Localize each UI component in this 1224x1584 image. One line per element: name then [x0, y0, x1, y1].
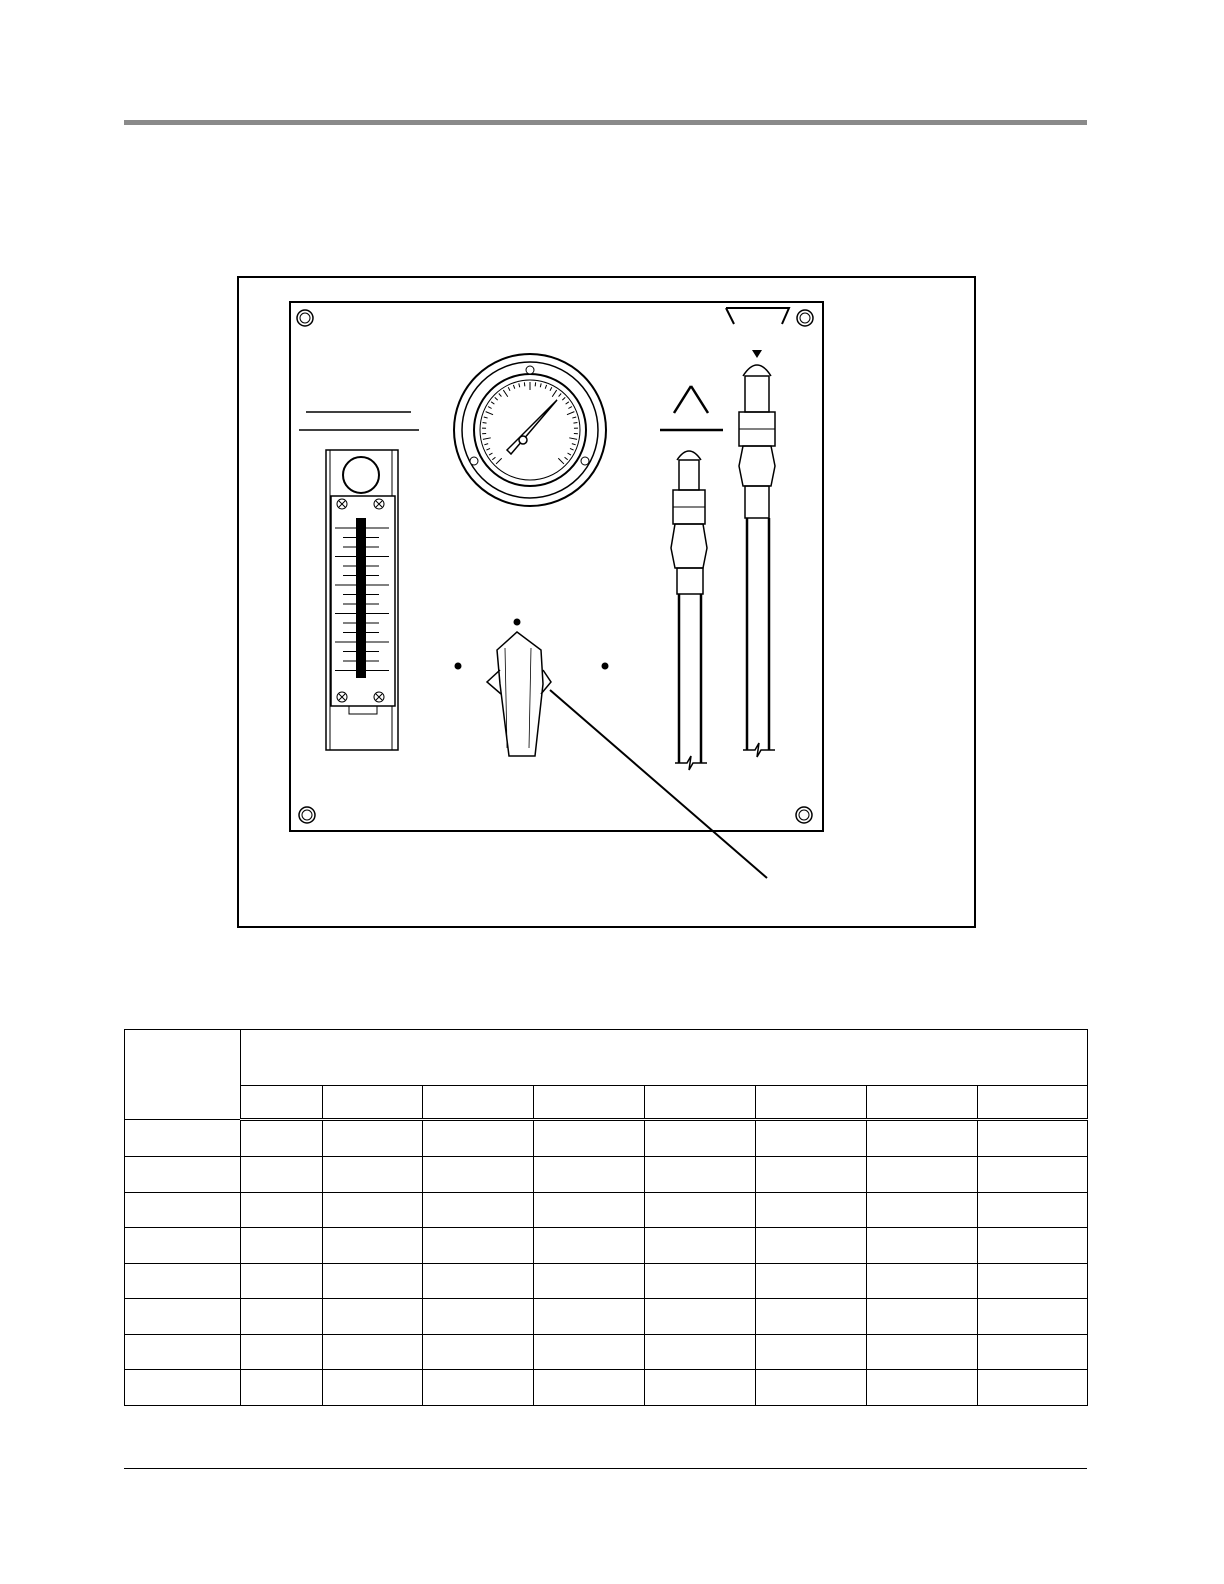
table-cell: [423, 1299, 534, 1335]
table-cell: [867, 1120, 978, 1157]
table-cell: [534, 1334, 645, 1370]
table-cell: [756, 1263, 867, 1299]
table-cell: [867, 1263, 978, 1299]
table-row: [125, 1263, 1088, 1299]
table-cell: [756, 1334, 867, 1370]
table-cell: [323, 1263, 423, 1299]
table-cell: [756, 1370, 867, 1406]
table-cell: [423, 1192, 534, 1228]
table-cell: [423, 1370, 534, 1406]
table-cell: [241, 1228, 323, 1264]
table-cell: [125, 1228, 241, 1264]
table-column-header: [756, 1085, 867, 1120]
gauge-needle: [507, 400, 557, 454]
table-cell: [978, 1334, 1088, 1370]
table-cell: [241, 1299, 323, 1335]
table-cell: [534, 1228, 645, 1264]
table-cell: [534, 1370, 645, 1406]
table-cell: [534, 1157, 645, 1193]
table-row: [125, 1157, 1088, 1193]
caution-triangle-icon: [660, 386, 723, 430]
table-cell: [534, 1299, 645, 1335]
table-column-header: [978, 1085, 1088, 1120]
table-cell: [867, 1192, 978, 1228]
table-cell: [241, 1157, 323, 1193]
figure-frame: [237, 276, 976, 928]
corner-screw-top-left: [297, 310, 313, 326]
table-row: [125, 1370, 1088, 1406]
corner-screw-top-right: [797, 310, 813, 326]
table-cell: [645, 1192, 756, 1228]
position-dot-left: [455, 663, 462, 670]
hose-left: [671, 451, 707, 770]
table-cell: [867, 1228, 978, 1264]
table-cell: [645, 1263, 756, 1299]
table-cell: [867, 1334, 978, 1370]
table-row: [125, 1334, 1088, 1370]
table-cell: [241, 1120, 323, 1157]
table-cell: [645, 1334, 756, 1370]
table-cell: [756, 1228, 867, 1264]
position-dot-center: [514, 619, 521, 626]
table-cell: [645, 1299, 756, 1335]
table-cell: [423, 1120, 534, 1157]
table-cell: [534, 1120, 645, 1157]
table-cell: [534, 1263, 645, 1299]
table-corner-header: [125, 1030, 241, 1120]
table-row: [125, 1120, 1088, 1157]
footer-rule: [124, 1468, 1087, 1469]
table-cell: [423, 1157, 534, 1193]
table-row: [125, 1299, 1088, 1335]
table-column-header: [241, 1085, 323, 1120]
table-cell: [125, 1370, 241, 1406]
callout-leader-line: [550, 690, 767, 878]
table-cell: [867, 1370, 978, 1406]
table-cell: [125, 1334, 241, 1370]
table-cell: [241, 1334, 323, 1370]
table-cell: [125, 1263, 241, 1299]
table-cell: [756, 1120, 867, 1157]
table-cell: [241, 1263, 323, 1299]
table-cell: [323, 1120, 423, 1157]
table-cell: [978, 1299, 1088, 1335]
selector-knob: [455, 619, 609, 757]
hose-right: [739, 350, 775, 757]
table-cell: [756, 1192, 867, 1228]
table-cell: [323, 1370, 423, 1406]
flowmeter-tube: [356, 518, 366, 678]
flowmeter-cap: [343, 457, 379, 493]
table-cell: [978, 1370, 1088, 1406]
table-cell: [645, 1157, 756, 1193]
table-cell: [323, 1157, 423, 1193]
data-table: [124, 1029, 1088, 1406]
table-cell: [756, 1299, 867, 1335]
table-cell: [323, 1299, 423, 1335]
table-cell: [978, 1228, 1088, 1264]
table-column-header: [867, 1085, 978, 1120]
table-cell: [645, 1120, 756, 1157]
table-cell: [125, 1120, 241, 1157]
table-cell: [867, 1157, 978, 1193]
table-row: [125, 1192, 1088, 1228]
table-cell: [423, 1334, 534, 1370]
corner-screw-bottom-right: [796, 807, 812, 823]
table-cell: [125, 1299, 241, 1335]
table-cell: [978, 1192, 1088, 1228]
table-cell: [978, 1157, 1088, 1193]
pressure-gauge: [454, 354, 606, 506]
table-cell: [241, 1370, 323, 1406]
table-cell: [756, 1157, 867, 1193]
bracket-mark: [726, 308, 789, 324]
table-cell: [978, 1120, 1088, 1157]
table-cell: [978, 1263, 1088, 1299]
table-cell: [534, 1192, 645, 1228]
table-column-header: [423, 1085, 534, 1120]
position-dot-right: [602, 663, 609, 670]
table-cell: [867, 1299, 978, 1335]
corner-screw-bottom-left: [299, 807, 315, 823]
table-cell: [125, 1192, 241, 1228]
table-group-header: [241, 1030, 1088, 1086]
header-rule: [124, 120, 1087, 125]
table-cell: [241, 1192, 323, 1228]
table-column-header: [534, 1085, 645, 1120]
table-cell: [125, 1157, 241, 1193]
table-column-header: [645, 1085, 756, 1120]
table-row: [125, 1228, 1088, 1264]
flowmeter: [326, 450, 398, 750]
table-cell: [323, 1192, 423, 1228]
table-cell: [423, 1263, 534, 1299]
control-panel-drawing: [239, 278, 974, 926]
table-cell: [645, 1228, 756, 1264]
table-cell: [423, 1228, 534, 1264]
table-column-header: [323, 1085, 423, 1120]
table-cell: [645, 1370, 756, 1406]
table-cell: [323, 1228, 423, 1264]
table-cell: [323, 1334, 423, 1370]
